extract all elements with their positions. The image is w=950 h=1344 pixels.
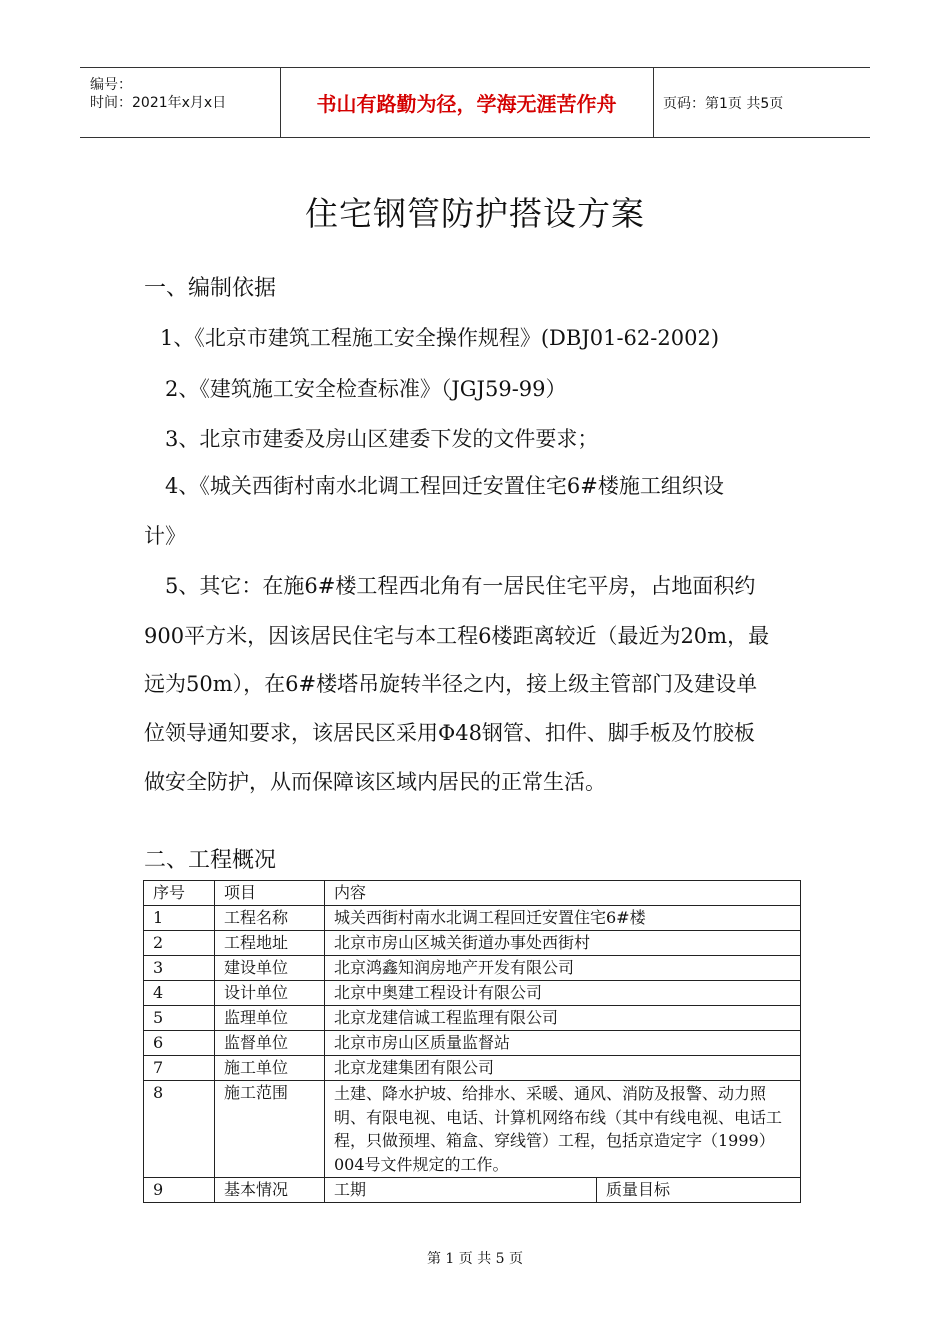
header-motto: 书山有路勤为径，学海无涯苦作舟 (280, 68, 654, 137)
table-cell: 城关西街村南水北调工程回迁安置住宅6#楼 (325, 906, 801, 931)
table-cell: 北京市房山区城关街道办事处西街村 (325, 931, 801, 956)
table-row (144, 1006, 801, 1031)
table-row (144, 906, 801, 931)
table-cell: 监理单位 (215, 1006, 325, 1031)
table-row (144, 956, 801, 981)
table-cell: 9 (144, 1178, 215, 1203)
table-cell: 1 (144, 906, 215, 931)
table-row (144, 981, 801, 1006)
basis-item-4: 4、《城关西街村南水北调工程回迁安置住宅6#楼施工组织设 (165, 474, 724, 498)
page-header (80, 67, 870, 138)
doc-number-label: 编号： (90, 77, 132, 93)
table-cell: 6 (144, 1031, 215, 1056)
table-cell: 设计单位 (215, 981, 325, 1006)
table-cell: 5 (144, 1006, 215, 1031)
table-cell: 监督单位 (215, 1031, 325, 1056)
table-cell: 工程地址 (215, 931, 325, 956)
table-cell: 北京中奥建工程设计有限公司 (325, 981, 801, 1006)
table-cell: 3 (144, 956, 215, 981)
table-row (144, 931, 801, 956)
document-title: 住宅钢管防护搭设方案 (305, 194, 645, 233)
table-cell: 北京龙建集团有限公司 (325, 1056, 801, 1081)
table-cell: 2 (144, 931, 215, 956)
header-page-info: 页码：第1页 共5页 (663, 95, 784, 112)
basis-item-2: 2、《建筑施工安全检查标准》（JGJ59-99） (165, 377, 567, 401)
table-header-row (144, 881, 801, 906)
basis-item-5-line: 做安全防护，从而保障该区域内居民的正常生活。 (144, 770, 606, 794)
header-meta (80, 68, 281, 137)
table-row (144, 1178, 801, 1203)
table-cell: 工期 (325, 1178, 597, 1203)
table-cell: 北京鸿鑫知润房地产开发有限公司 (325, 956, 801, 981)
basis-item-5-line: 远为50m），在6#楼塔吊旋转半径之内，接上级主管部门及建设单 (144, 672, 758, 696)
table-cell: 北京市房山区质量监督站 (325, 1031, 801, 1056)
table-row (144, 1056, 801, 1081)
doc-time-label: 时间：2021年x月x日 (90, 95, 227, 111)
table-cell: 施工单位 (215, 1056, 325, 1081)
table-header-cell: 序号 (144, 881, 215, 906)
page-footer: 第 1 页 共 5 页 (426, 1251, 524, 1267)
table-cell: 工程名称 (215, 906, 325, 931)
table-cell: 7 (144, 1056, 215, 1081)
basis-item-4-cont: 计》 (144, 524, 186, 548)
section-heading-overview: 二、工程概况 (144, 848, 277, 873)
table-header-cell: 内容 (325, 881, 801, 906)
table-cell: 建设单位 (215, 956, 325, 981)
basis-item-5-line: 900平方米，因该居民住宅与本工程6楼距离较近（最近为20m，最 (144, 624, 770, 648)
project-overview-table (143, 880, 801, 1203)
basis-item-3: 3、北京市建委及房山区建委下发的文件要求； (165, 427, 599, 451)
basis-item-5-line: 位领导通知要求，该居民区采用Φ48钢管、扣件、脚手板及竹胶板 (144, 721, 755, 745)
table-cell: 土建、降水护坡、给排水、采暖、通风、消防及报警、动力照明、有限电视、电话、计算机网络布线（其中有线电视、电话工程，只做预埋、箱盒、穿线管）工程，包括京造定字（1999）004号文件规定的工作。 (325, 1081, 801, 1178)
table-cell: 北京龙建信诚工程监理有限公司 (325, 1006, 801, 1031)
table-cell: 4 (144, 981, 215, 1006)
table-header-cell: 项目 (215, 881, 325, 906)
basis-item-5-line: 5、其它：在施6#楼工程西北角有一居民住宅平房，占地面积约 (165, 574, 756, 598)
section-heading-basis: 一、编制依据 (144, 276, 277, 301)
table-row (144, 1031, 801, 1056)
table-cell: 施工范围 (215, 1081, 325, 1178)
table-cell: 质量目标 (597, 1178, 801, 1203)
table-row (144, 1081, 801, 1178)
basis-item-1: 1、《北京市建筑工程施工安全操作规程》(DBJ01-62-2002) (160, 326, 720, 350)
table-cell: 基本情况 (215, 1178, 325, 1203)
table-cell: 8 (144, 1081, 215, 1178)
